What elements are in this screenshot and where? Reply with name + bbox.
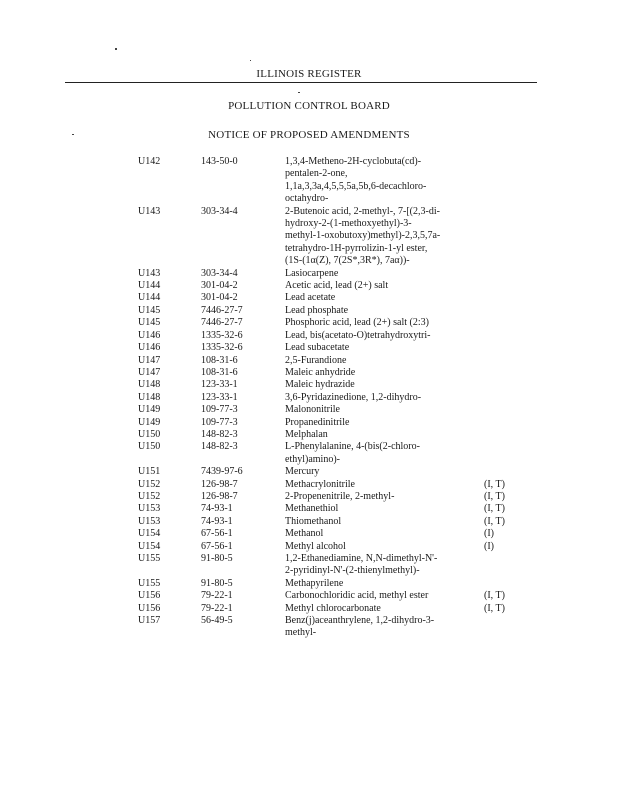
substance-name: Maleic anhydride: [285, 366, 356, 378]
cas-number: 74-93-1: [201, 515, 233, 527]
cas-number: 79-22-1: [201, 602, 233, 614]
board-title: POLLUTION CONTROL BOARD: [228, 100, 390, 112]
substance-name: L-Phenylalanine, 4-(bis(2-chloro- ethyl)amino)-: [285, 441, 420, 465]
table-row: [0, 367, 618, 379]
scan-speck: [298, 92, 300, 93]
substance-name: 2-Propenenitrile, 2-methyl-: [285, 490, 395, 502]
notice-title: NOTICE OF PROPOSED AMENDMENTS: [208, 129, 410, 141]
cas-number: 7439-97-6: [201, 466, 243, 478]
waste-code: U152: [138, 490, 161, 502]
cas-number: 126-98-7: [201, 478, 238, 490]
substance-name: Melphalan: [285, 428, 328, 440]
cas-number: 143-50-0: [201, 156, 238, 167]
cas-number: 123-33-1: [201, 391, 238, 403]
waste-code: U145: [138, 304, 161, 316]
substance-name: Lead phosphate: [285, 304, 349, 316]
table-row: [0, 441, 618, 466]
cas-number: 303-34-4: [201, 205, 238, 217]
cas-number: 1335-32-6: [201, 342, 243, 354]
scan-speck: [250, 60, 251, 61]
hazard-code: (I, T): [484, 515, 505, 527]
substance-name: Methyl alcohol: [285, 540, 346, 552]
substance-name: Lead acetate: [285, 292, 336, 304]
waste-code: U155: [138, 577, 161, 589]
substance-name: Lead, bis(acetato-O)tetrahydroxytri-: [285, 329, 431, 341]
cas-number: 67-56-1: [201, 528, 233, 540]
cas-number: 301-04-2: [201, 280, 238, 292]
table-row: [0, 330, 618, 342]
table-row: [0, 590, 618, 602]
substance-name: Maleic hydrazide: [285, 379, 355, 391]
hazard-code: (I): [484, 540, 494, 552]
substance-name: Malononitrile: [285, 404, 340, 416]
table-row: [0, 305, 618, 317]
waste-code: U143: [138, 267, 161, 279]
table-row: [0, 429, 618, 441]
waste-code: U148: [138, 379, 161, 391]
cas-number: 108-31-6: [201, 366, 238, 378]
table-row: [0, 615, 618, 640]
cas-number: 109-77-3: [201, 404, 238, 416]
cas-number: 56-49-5: [201, 615, 233, 627]
hazard-code: (I, T): [484, 478, 505, 490]
substance-name: Propanedinitrile: [285, 416, 350, 428]
substance-name: Benz(j)aceanthrylene, 1,2-dihydro-3- methyl-: [285, 615, 435, 639]
cas-number: 74-93-1: [201, 503, 233, 515]
table-row: [0, 292, 618, 304]
table-row: [0, 317, 618, 329]
waste-code: U147: [138, 354, 161, 366]
table-row: [0, 342, 618, 354]
substance-name: Phosphoric acid, lead (2+) salt (2:3): [285, 317, 429, 329]
substance-name: Methacrylonitrile: [285, 478, 355, 490]
cas-number: 148-82-3: [201, 441, 238, 453]
cas-number: 91-80-5: [201, 577, 233, 589]
substance-name: Lasiocarpene: [285, 267, 339, 279]
substance-name: Methyl chlorocarbonate: [285, 602, 381, 614]
waste-code-table: [0, 156, 618, 640]
substance-name: Carbonochloridic acid, methyl ester: [285, 590, 429, 602]
substance-name: 1,3,4-Metheno-2H-cyclobuta(cd)- pentalen-2-one, 1,1a,3,3a,4,5,5,5a,5b,6-decachloro- octahydro-: [285, 156, 427, 205]
table-row: [0, 404, 618, 416]
table-row: [0, 541, 618, 553]
table-row: [0, 268, 618, 280]
substance-name: 2-Butenoic acid, 2-methyl-, 7-[(2,3-di- hydroxy-2-(1-methoxyethyl)-3- methyl-1-oxobutoxy)methyl)-2,3,5,7a- tetrahydro-1H-pyrrolizin-1-yl ester, (1S-(1α(Z), 7(2S*,3R*), 7aα))-: [285, 205, 441, 267]
waste-code: U154: [138, 540, 161, 552]
table-row: [0, 479, 618, 491]
waste-code: U155: [138, 553, 161, 564]
waste-code: U151: [138, 466, 161, 478]
table-row: [0, 417, 618, 429]
waste-code: U157: [138, 615, 161, 627]
waste-code: U145: [138, 317, 161, 329]
scan-speck: [115, 48, 117, 50]
waste-code: U153: [138, 515, 161, 527]
substance-name: Acetic acid, lead (2+) salt: [285, 280, 389, 292]
cas-number: 108-31-6: [201, 354, 238, 366]
cas-number: 148-82-3: [201, 428, 238, 440]
waste-code: U150: [138, 428, 161, 440]
table-row: [0, 516, 618, 528]
hazard-code: (I, T): [484, 590, 505, 602]
cas-number: 109-77-3: [201, 416, 238, 428]
hazard-code: (I, T): [484, 490, 505, 502]
table-row: [0, 466, 618, 478]
cas-number: 79-22-1: [201, 590, 233, 602]
waste-code: U146: [138, 342, 161, 354]
cas-number: 303-34-4: [201, 267, 238, 279]
table-row: [0, 578, 618, 590]
table-row: [0, 553, 618, 578]
hazard-code: (I, T): [484, 503, 505, 515]
waste-code: U150: [138, 441, 161, 453]
substance-name: Methapyrilene: [285, 577, 344, 589]
table-row: [0, 392, 618, 404]
waste-code: U144: [138, 292, 161, 304]
waste-code: U142: [138, 156, 161, 167]
cas-number: 7446-27-7: [201, 304, 243, 316]
substance-name: Lead subacetate: [285, 342, 350, 354]
substance-name: Thiomethanol: [285, 515, 342, 527]
table-row: [0, 603, 618, 615]
header-rule: [65, 82, 537, 83]
table-row: [0, 280, 618, 292]
cas-number: 67-56-1: [201, 540, 233, 552]
substance-name: 3,6-Pyridazinedione, 1,2-dihydro-: [285, 391, 422, 403]
table-row: [0, 355, 618, 367]
waste-code: U152: [138, 478, 161, 490]
table-row: [0, 206, 618, 268]
substance-name: 2,5-Furandione: [285, 354, 347, 366]
substance-name: 1,2-Ethanediamine, N,N-dimethyl-N'- 2-pyridinyl-N'-(2-thienylmethyl)-: [285, 553, 438, 577]
waste-code: U144: [138, 280, 161, 292]
cas-number: 123-33-1: [201, 379, 238, 391]
waste-code: U154: [138, 528, 161, 540]
hazard-code: (I): [484, 528, 494, 540]
table-row: [0, 491, 618, 503]
cas-number: 126-98-7: [201, 490, 238, 502]
waste-code: U148: [138, 391, 161, 403]
substance-name: Mercury: [285, 466, 320, 478]
table-row: [0, 156, 618, 206]
waste-code: U149: [138, 416, 161, 428]
register-title: ILLINOIS REGISTER: [256, 68, 362, 80]
waste-code: U146: [138, 329, 161, 341]
hazard-code: (I, T): [484, 602, 505, 614]
waste-code: U143: [138, 205, 161, 217]
table-row: [0, 528, 618, 540]
cas-number: 1335-32-6: [201, 329, 243, 341]
cas-number: 91-80-5: [201, 553, 233, 564]
substance-name: Methanethiol: [285, 503, 339, 515]
table-row: [0, 503, 618, 515]
substance-name: Methanol: [285, 528, 324, 540]
cas-number: 301-04-2: [201, 292, 238, 304]
waste-code: U156: [138, 590, 161, 602]
waste-code: U156: [138, 602, 161, 614]
cas-number: 7446-27-7: [201, 317, 243, 329]
waste-code: U153: [138, 503, 161, 515]
waste-code: U149: [138, 404, 161, 416]
table-row: [0, 379, 618, 391]
waste-code: U147: [138, 366, 161, 378]
